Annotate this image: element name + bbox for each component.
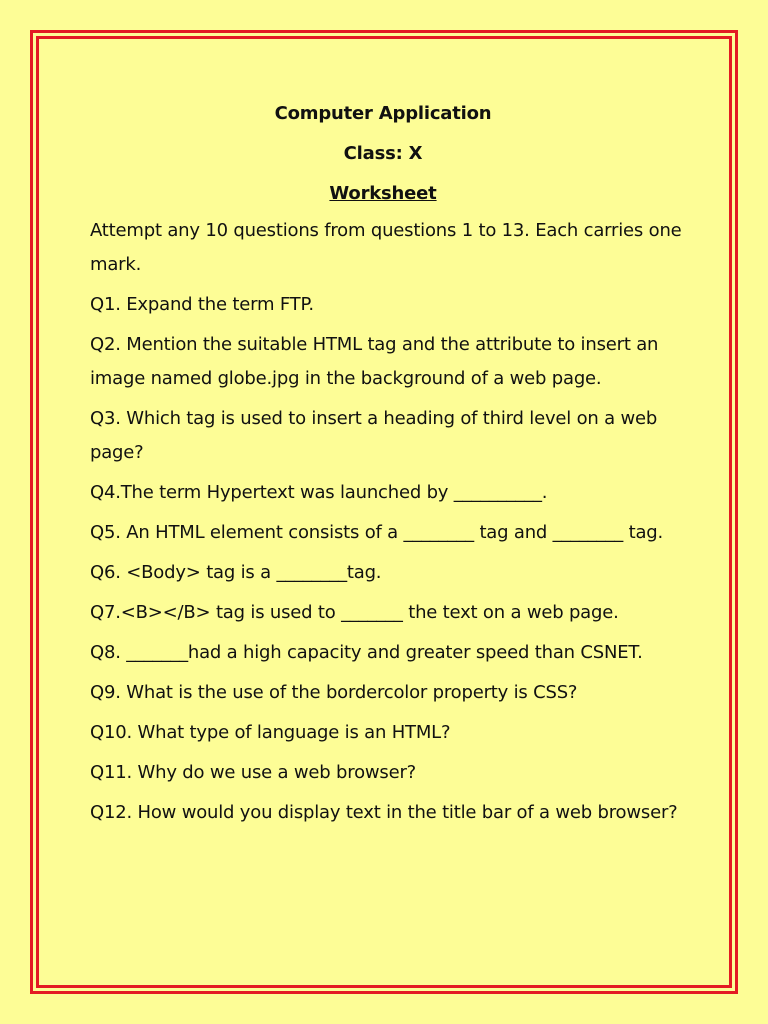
question-10: Q10. What type of language is an HTML?	[90, 722, 451, 743]
question-3: Q3. Which tag is used to insert a heading of third level on a web page?	[90, 408, 658, 463]
question-9: Q9. What is the use of the bordercolor property is CSS?	[90, 682, 578, 703]
worksheet-page	[90, 94, 690, 836]
question-8: Q8. _______had a high capacity and greater speed than CSNET.	[90, 642, 643, 663]
question-1: Q1. Expand the term FTP.	[90, 294, 314, 315]
question-6: Q6. <Body> tag is a ________tag.	[90, 562, 382, 583]
question-2: Q2. Mention the suitable HTML tag and the attribute to insert an image named globe.jpg in the background of a web page.	[90, 334, 659, 389]
subject-title: Computer Application	[274, 103, 492, 124]
class-label: Class: X	[343, 143, 423, 164]
question-12: Q12. How would you display text in the title bar of a web browser?	[90, 802, 678, 823]
question-5: Q5. An HTML element consists of a ________ tag and ________ tag.	[90, 522, 664, 543]
question-11: Q11. Why do we use a web browser?	[90, 762, 417, 783]
question-4: Q4.The term Hypertext was launched by __________.	[90, 482, 548, 503]
worksheet-header	[76, 94, 690, 214]
question-7: Q7.<B></B> tag is used to _______ the text on a web page.	[90, 602, 619, 623]
worksheet-title: Worksheet	[329, 183, 437, 204]
instructions-text: Attempt any 10 questions from questions 1 to 13. Each carries one mark.	[90, 220, 682, 275]
